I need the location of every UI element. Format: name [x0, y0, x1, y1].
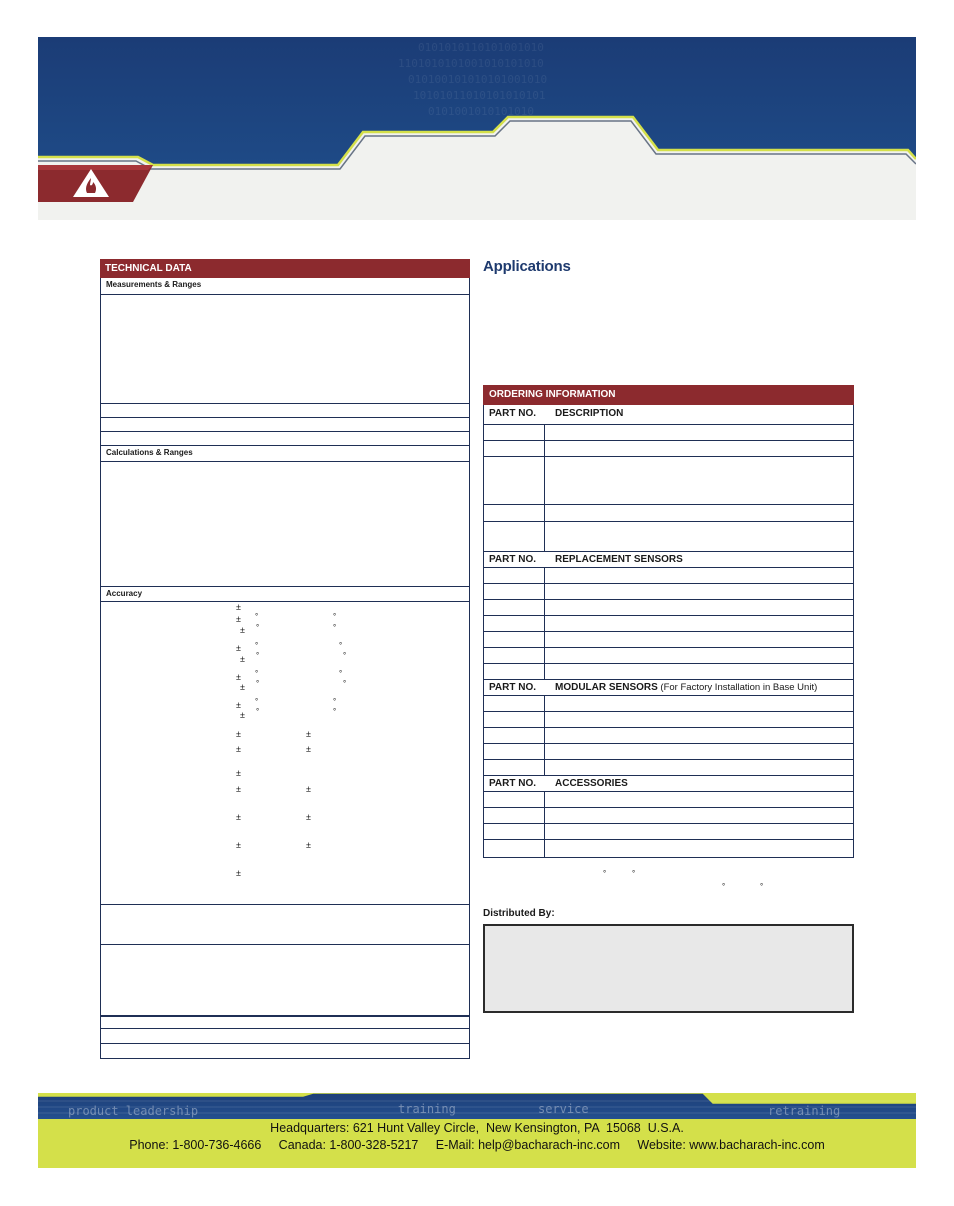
plus-minus-symbol: ± [236, 614, 241, 624]
svg-text:1101010101001010101010: 1101010101001010101010 [398, 57, 544, 70]
plus-minus-symbol: ± [236, 602, 241, 612]
ordering-information-table [483, 385, 854, 858]
accessories-header-row: PART NO. ACCESSORIES [483, 776, 854, 792]
modular-sensors-header-row: PART NO. MODULAR SENSORS (For Factory Installation in Base Unit) [483, 680, 854, 696]
ordering-information-title: ORDERING INFORMATION [483, 385, 854, 405]
table-row [483, 632, 854, 648]
footer-banner-word: product leadership [68, 1104, 199, 1118]
plus-minus-symbol: ± [236, 812, 241, 822]
table-row [483, 568, 854, 584]
svg-text:010100101010101001010: 010100101010101001010 [408, 73, 548, 86]
contact-line: Phone: 1-800-736-4666 Canada: 1-800-328-5217 E-Mail: help@bacharach-inc.com Website: www.bacharach-inc.com [129, 1138, 825, 1152]
degree-symbol: ° [256, 623, 260, 632]
tech-row [100, 905, 470, 945]
plus-minus-symbol: ± [236, 729, 241, 739]
degree-symbol: ° [255, 612, 259, 621]
table-row [483, 792, 854, 808]
degree-symbol: ° [256, 679, 260, 688]
plus-minus-symbol: ± [236, 643, 241, 653]
degree-symbol: ° [339, 669, 343, 678]
table-row [483, 648, 854, 664]
table-row [483, 616, 854, 632]
table-row [483, 584, 854, 600]
degree-symbol: ° [255, 669, 259, 678]
table-row [483, 840, 854, 858]
degree-symbol: ° [339, 641, 343, 650]
accuracy-body [100, 602, 470, 905]
header-graphic [38, 37, 916, 220]
plus-minus-symbol: ± [306, 840, 311, 850]
degree-symbol: ° [256, 707, 260, 716]
headquarters-address: Headquarters: 621 Hunt Valley Circle, New Kensington, PA 15068 U.S.A. [270, 1121, 684, 1135]
measurements-body [100, 295, 470, 404]
distributed-by-label: Distributed By: [483, 908, 555, 919]
accuracy-header: Accuracy [100, 587, 470, 602]
plus-minus-symbol: ± [240, 682, 245, 692]
measurements-ranges-header: Measurements & Ranges [100, 278, 470, 295]
table-row [483, 696, 854, 712]
degree-symbol: ° [632, 869, 636, 878]
plus-minus-symbol: ± [240, 654, 245, 664]
tech-row [100, 945, 470, 1016]
degree-symbol: ° [760, 882, 764, 891]
technical-data-table [100, 259, 470, 1059]
plus-minus-symbol: ± [306, 812, 311, 822]
svg-text:0101010110101001010: 0101010110101001010 [418, 41, 544, 54]
degree-symbol: ° [256, 651, 260, 660]
plus-minus-symbol: ± [236, 784, 241, 794]
plus-minus-symbol: ± [240, 625, 245, 635]
footer-banner-word: training [398, 1102, 456, 1116]
applications-title: Applications [483, 258, 571, 275]
plus-minus-symbol: ± [306, 729, 311, 739]
degree-symbol: ° [333, 623, 337, 632]
degree-symbol: ° [333, 697, 337, 706]
measurements-row [100, 432, 470, 446]
measurements-row [100, 418, 470, 432]
plus-minus-symbol: ± [236, 768, 241, 778]
table-row [483, 522, 854, 552]
plus-minus-symbol: ± [236, 700, 241, 710]
technical-data-title: TECHNICAL DATA [100, 259, 470, 278]
degree-symbol: ° [343, 651, 347, 660]
degree-symbol: ° [255, 697, 259, 706]
table-row [483, 441, 854, 457]
tech-row [100, 1016, 470, 1029]
table-row [483, 425, 854, 441]
degree-symbol: ° [722, 882, 726, 891]
footer-contact [38, 1120, 916, 1154]
table-row [483, 712, 854, 728]
description-header-row: PART NO. DESCRIPTION [483, 405, 854, 425]
svg-text:10101011010101010101: 10101011010101010101 [413, 89, 546, 102]
table-row [483, 744, 854, 760]
degree-symbol: ° [603, 869, 607, 878]
header-banner [38, 37, 916, 220]
degree-symbol: ° [333, 707, 337, 716]
plus-minus-symbol: ± [306, 784, 311, 794]
footer-banner-word: retraining [768, 1104, 841, 1118]
calculations-body [100, 462, 470, 587]
measurements-row [100, 404, 470, 418]
tech-row [100, 1029, 470, 1044]
plus-minus-symbol: ± [236, 744, 241, 754]
calculations-ranges-header: Calculations & Ranges [100, 446, 470, 462]
degree-symbol: ° [333, 612, 337, 621]
plus-minus-symbol: ± [306, 744, 311, 754]
replacement-sensors-header-row: PART NO. REPLACEMENT SENSORS [483, 552, 854, 568]
tech-row [100, 1044, 470, 1059]
table-row [483, 505, 854, 522]
distributor-box [483, 924, 854, 1013]
degree-symbol: ° [343, 679, 347, 688]
footer-banner-word: service [538, 1102, 589, 1116]
svg-text:0101001010101010: 0101001010101010 [428, 105, 534, 118]
table-row [483, 457, 854, 505]
plus-minus-symbol: ± [236, 868, 241, 878]
table-row [483, 664, 854, 680]
plus-minus-symbol: ± [236, 840, 241, 850]
table-row [483, 824, 854, 840]
table-row [483, 760, 854, 776]
table-row [483, 808, 854, 824]
table-row [483, 600, 854, 616]
table-row [483, 728, 854, 744]
degree-symbol: ° [255, 641, 259, 650]
plus-minus-symbol: ± [240, 710, 245, 720]
plus-minus-symbol: ± [236, 672, 241, 682]
